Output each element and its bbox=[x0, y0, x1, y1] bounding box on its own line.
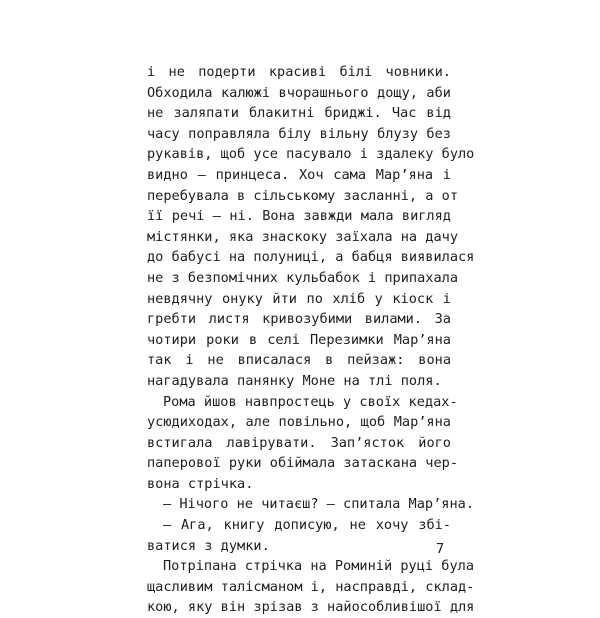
text-line: видно — принцеса. Хоч сама Мар’яна і bbox=[147, 166, 451, 183]
text-line: паперової руки обіймала затаскана чер- bbox=[147, 455, 458, 472]
text-line: чотири роки в селі Перезимки Мар’яна bbox=[147, 331, 451, 348]
text-line: усюдиходах, але повільно, щоб Мар’яна bbox=[147, 414, 451, 431]
text-line: нагадувала панянку Моне на тлі поля. bbox=[147, 372, 442, 389]
text-line: її речі — ні. Вона завжди мала вигляд bbox=[147, 208, 451, 225]
body-text bbox=[147, 62, 475, 618]
text-line: не з безпомічних кульбабок і припахала bbox=[147, 269, 458, 286]
text-line: Обходила калюжі вчорашнього дощу, аби bbox=[147, 84, 451, 101]
text-line: не заляпати блакитні бриджі. Час від bbox=[147, 105, 451, 122]
text-line: Рома йшов навпростець у своїх кедах- bbox=[163, 393, 458, 410]
text-line: і не подерти красиві білі човники. bbox=[147, 64, 451, 80]
text-line: невдячну онуку йти по хліб у кіоск і bbox=[147, 290, 451, 307]
text-line: перебувала в сільському засланні, а от bbox=[147, 187, 458, 204]
text-line: — Нічого не читаєш? — спитала Мар’яна. bbox=[163, 496, 474, 513]
text-line: ватися з думки. bbox=[147, 537, 270, 554]
text-line: встигала лавірувати. Зап’ясток його bbox=[147, 434, 451, 451]
text-line: кою, яку він зрізав з найособливішої для bbox=[147, 599, 475, 616]
text-line: щасливим талісманом і, насправді, склад- bbox=[147, 578, 475, 595]
text-line: так і не вписалася в пейзаж: вона bbox=[147, 352, 451, 369]
text-line: до бабусі на полуниці, а бабця виявилася bbox=[147, 249, 475, 266]
page-number: 7 bbox=[436, 541, 445, 557]
text-line: — Ага, книгу дописую, не хочу збі- bbox=[163, 517, 451, 534]
text-line: часу поправляла білу вільну блузу без bbox=[147, 125, 451, 142]
text-line: містянки, яка знаскоку заїхала на дачу bbox=[147, 228, 458, 245]
text-line: гребти листя кривозубими вилами. За bbox=[147, 311, 451, 328]
text-line: рукавів, щоб усе пасувало і здалеку було bbox=[147, 146, 475, 163]
text-line: Потріпана стрічка на Роминій руці була bbox=[163, 558, 474, 575]
text-line: вона стрічка. bbox=[147, 475, 254, 492]
